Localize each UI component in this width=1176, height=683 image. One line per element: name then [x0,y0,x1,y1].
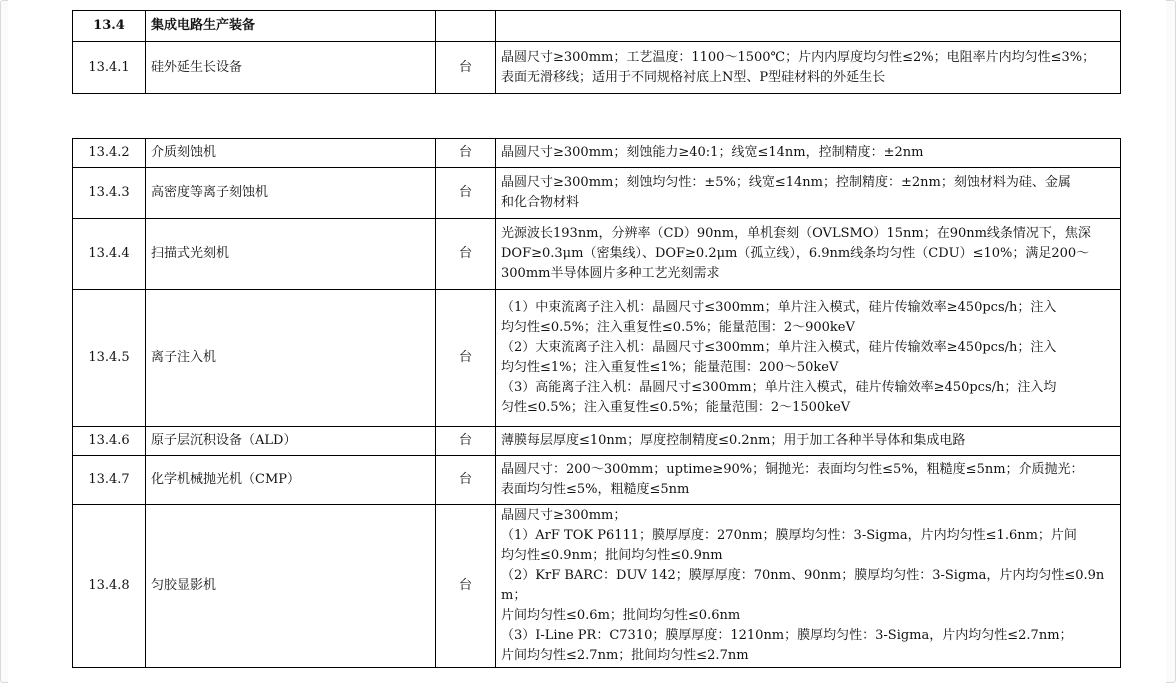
table-row [73,427,1121,456]
equipment-table-main [72,138,1121,668]
item-name: 匀胶显影机 [146,505,436,668]
item-name: 化学机械抛光机（CMP） [146,456,436,505]
item-number: 13.4.6 [73,427,146,456]
table-row [73,505,1121,668]
description-line: 片间均匀性≤2.7nm；批间均匀性≤2.7nm [501,648,749,663]
description-line: 匀性≤0.5%；注入重复性≤0.5%；能量范围：2～1500keV [501,400,851,415]
description-line: 晶圆尺寸≥300mm；刻蚀均匀性：±5%；线宽≤14nm；控制精度：±2nm；刻蚀材料为硅、金属 [501,175,1071,190]
item-name: 原子层沉积设备（ALD） [146,427,436,456]
item-name: 高密度等离子刻蚀机 [146,168,436,219]
section-title: 集成电路生产装备 [146,11,436,42]
description-line: （2）大束流离子注入机：晶圆尺寸≤300mm；单片注入模式，硅片传输效率≥450pcs/h；注入 [501,340,1057,355]
item-unit: 台 [436,168,496,219]
item-description [496,139,1121,168]
item-number: 13.4.1 [73,42,146,94]
item-number: 13.4.7 [73,456,146,505]
equipment-table-top [72,10,1121,94]
description-line: （3）I-Line PR：C7310；膜厚厚度：1210nm；膜厚均匀性：3-Sigma，片内均匀性≤2.7nm； [501,628,1073,643]
empty-cell [496,11,1121,42]
item-name: 硅外延生长设备 [146,42,436,94]
table-row [73,219,1121,290]
table-row [73,139,1121,168]
item-number: 13.4.2 [73,139,146,168]
description-line: 均匀性≤0.9nm；批间均匀性≤0.9nm [501,548,723,563]
item-description [496,42,1121,94]
item-unit: 台 [436,290,496,427]
item-number: 13.4.3 [73,168,146,219]
description-line: 片间均匀性≤0.6m；批间均匀性≤0.6nm [501,608,741,623]
description-line: 晶圆尺寸≥300mm；工艺温度：1100～1500℃；片内内厚度均匀性≤2%；电阻率片内均匀性≤3%； [501,49,1096,65]
item-unit: 台 [436,219,496,290]
description-line: 和化合物材料 [501,195,580,210]
item-description [496,290,1121,427]
item-unit: 台 [436,139,496,168]
document-page [8,0,1166,683]
item-description [496,456,1121,505]
item-name: 离子注入机 [146,290,436,427]
description-line: （3）高能离子注入机：晶圆尺寸≤300mm；单片注入模式，硅片传输效率≥450pcs/h；注入均 [501,380,1057,395]
item-unit: 台 [436,42,496,94]
description-line: DOF≥0.3μm（密集线）、DOF≥0.2μm（孤立线），6.9nm线条均匀性（CDU）≤10%；满足200～ [501,246,1090,261]
description-line: （1）ArF TOK P6111；膜厚厚度：270nm；膜厚均匀性：3-Sigma，片内均匀性≤1.6nm；片间 [501,528,1077,543]
description-line: 晶圆尺寸：200～300mm；uptime≥90%；铜抛光：表面均匀性≤5%，粗糙度≤5nm；介质抛光： [501,462,1084,477]
description-line: 晶圆尺寸≥300mm；刻蚀能力≥40:1；线宽≤14nm，控制精度：±2nm [501,145,924,160]
item-name: 介质刻蚀机 [146,139,436,168]
section-header-row [73,11,1121,42]
description-line: 晶圆尺寸≥300mm； [501,508,627,523]
table-row [73,456,1121,505]
item-number: 13.4.4 [73,219,146,290]
description-line: （2）KrF BARC：DUV 142；膜厚厚度：70nm、90nm；膜厚均匀性：3-Sigma，片内均匀性≤0.9nm； [501,568,1105,603]
item-name: 扫描式光刻机 [146,219,436,290]
item-number: 13.4.8 [73,505,146,668]
item-description [496,505,1121,668]
description-line: 表面无滑移线；适用于不同规格衬底上N型、P型硅材料的外延生长 [501,69,886,85]
description-line: 均匀性≤1%；注入重复性≤1%；能量范围：200～50keV [501,360,839,375]
description-line: 均匀性≤0.5%；注入重复性≤0.5%；能量范围：2～900keV [501,320,855,335]
description-line: （1）中束流离子注入机：晶圆尺寸≤300mm；单片注入模式，硅片传输效率≥450pcs/h；注入 [501,300,1057,315]
section-number: 13.4 [73,11,146,42]
item-unit: 台 [436,505,496,668]
table-row [73,42,1121,94]
description-line: 薄膜每层厚度≤10nm；厚度控制精度≤0.2nm；用于加工各种半导体和集成电路 [501,433,966,448]
item-unit: 台 [436,427,496,456]
description-line: 光源波长193nm，分辨率（CD）90nm，单机套刻（OVLSMO）15nm；在90nm线条情况下，焦深 [501,226,1091,241]
item-number: 13.4.5 [73,290,146,427]
empty-cell [436,11,496,42]
item-description [496,427,1121,456]
description-line: 表面均匀性≤5%，粗糙度≤5nm [501,482,690,497]
table-row [73,290,1121,427]
item-unit: 台 [436,456,496,505]
table-row [73,168,1121,219]
item-description [496,168,1121,219]
item-description [496,219,1121,290]
description-line: 300mm半导体圆片多种工艺光刻需求 [501,266,720,281]
